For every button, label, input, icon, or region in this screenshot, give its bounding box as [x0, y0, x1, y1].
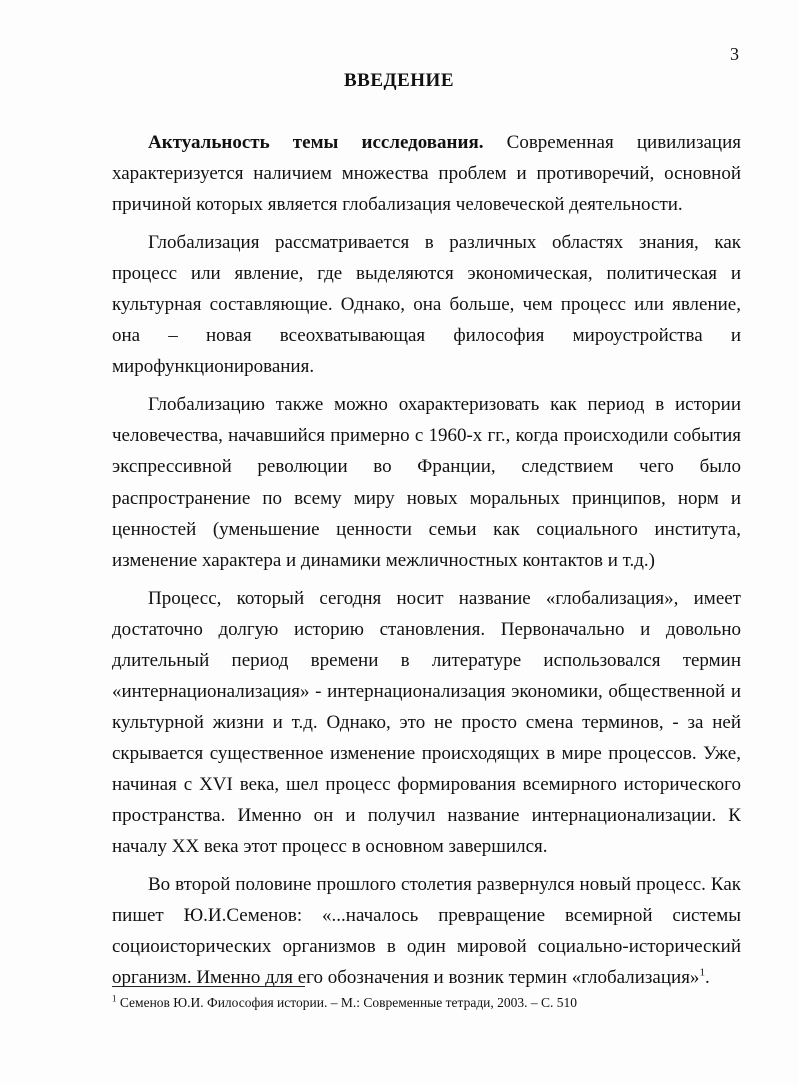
paragraph-end-punctuation: . [704, 967, 710, 989]
paragraph-internationalization [112, 583, 741, 862]
paragraph-text: Во второй половине прошлого столетия развернулся новый процесс. Как пишет Ю.И.Семенов: «...началось превращение всемирной системы социоисторических организмов в один мировой социально-исторический организм. Именно для его обозначения и возник термин «глобализация» [112, 874, 741, 989]
paragraph-text: Современная цивилизация характеризуется наличием множества проблем и противоречий, основной причиной которых является глобализация человеческой деятельности. [112, 132, 741, 216]
relevance-heading: Актуальность темы исследования. [148, 132, 484, 153]
document-body [112, 127, 741, 1000]
paragraph-relevance [112, 127, 741, 220]
paragraph-text: Глобализацию также можно охарактеризовать как период в истории человечества, начавшийся примерно с 1960-х гг., когда происходили события экспрессивной революции во Франции, следствием чего было распространение по всему миру новых моральных принципов, норм и ценностей (уменьшение ценности семьи как социального института, изменение характера и динамики межличностных контактов и т.д.) [112, 394, 741, 571]
paragraph-globalization-definition [112, 227, 741, 351]
footnote-mark: 1 [112, 993, 117, 1004]
footnote-reference: 1 [699, 966, 705, 979]
paragraph-text: Процесс, который сегодня носит название «глобализация», имеет достаточно долгую историю становления. Первоначально и довольно длительный период времени в литературе использовался термин «интернационализация» - интернационализация экономики, общественной и культурной жизни и т.д. Однако, это не просто смена терминов, - за ней скрывается существенное изменение происходящих в мире процессов. Уже, начиная с XVI века, шел процесс формирования всемирного исторического пространства. Именно он и получил название интернационализации. К началу XX века этот процесс в основном завершился. [112, 587, 741, 858]
paragraph-semenov-quote [112, 869, 741, 993]
page-title: ВВЕДЕНИЕ [344, 70, 454, 91]
paragraph-globalization-definition-end [112, 351, 741, 382]
paragraph-text: Глобализация рассматривается в различных областях знания, как процесс или явление, где выделяются экономическая, политическая и культурная составляющие. Однако, она больше, чем процесс или явление, она – новая всеохватывающая философия мироустройства и [112, 232, 741, 347]
footnote-text: Семенов Ю.И. Философия истории. – М.: Современные тетради, 2003. – С. 510 [116, 995, 578, 1010]
paragraph-globalization-period [112, 389, 741, 575]
footnote-divider [112, 986, 305, 987]
page-number: 3 [730, 44, 739, 64]
paragraph-text: мирофункционирования. [112, 356, 315, 378]
footnote [112, 994, 741, 1012]
